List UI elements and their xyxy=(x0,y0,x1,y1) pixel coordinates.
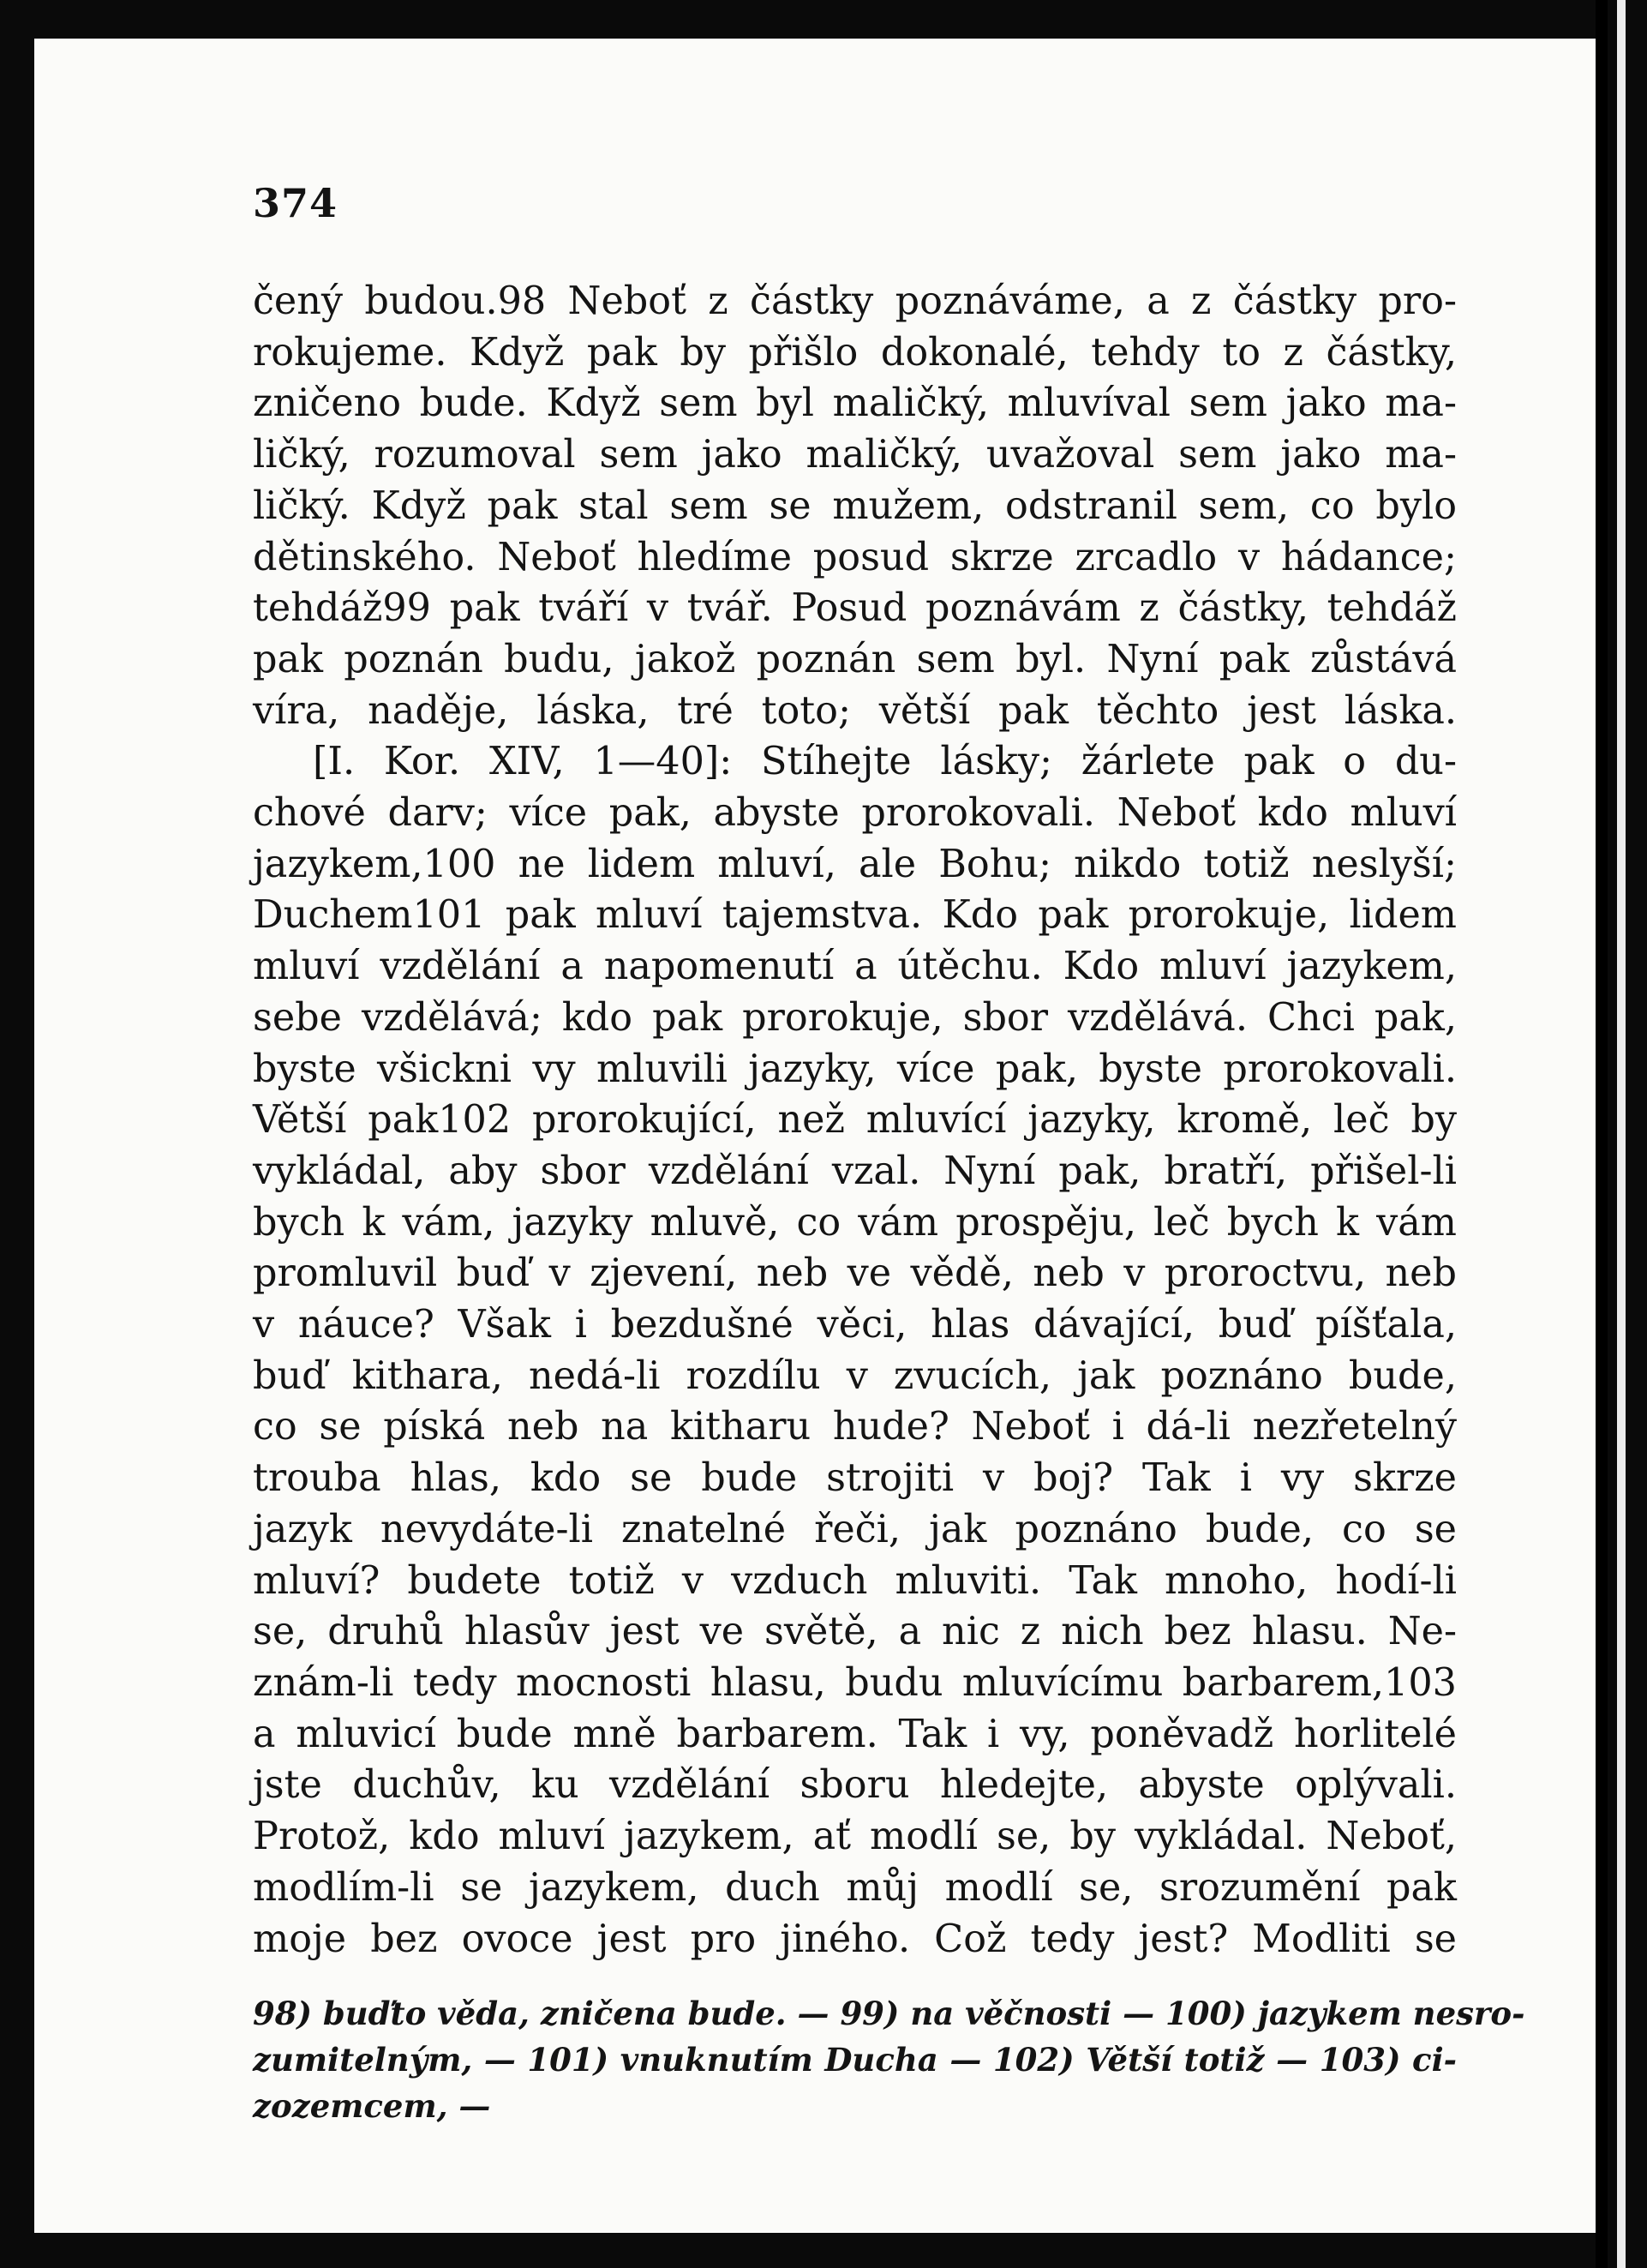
body-line: Větší pak102 prorokující, než mluvící jazyky, kromě, leč by xyxy=(253,1098,1457,1143)
binding-shadow xyxy=(1596,0,1608,2268)
body-line: modlím-li se jazykem, duch můj modlí se, srozumění pak xyxy=(253,1865,1457,1910)
body-line: mluví vzdělání a napomenutí a útěchu. Kdo mluví jazykem, xyxy=(253,945,1457,989)
body-line: bych k vám, jazyky mluvě, co vám prospěju, leč bych k vám xyxy=(253,1200,1457,1245)
body-line: se, druhů hlasův jest ve světě, a nic z nich bez hlasu. Ne- xyxy=(253,1610,1457,1654)
body-line: trouba hlas, kdo se bude strojiti v boj? Tak i vy skrze xyxy=(253,1456,1457,1501)
body-line: buď kithara, nedá-li rozdílu v zvucích, jak poznáno bude, xyxy=(253,1353,1457,1398)
body-line: byste všickni vy mluvili jazyky, více pak, byste prorokovali. xyxy=(253,1047,1457,1091)
body-line: jste duchův, ku vzdělání sboru hledejte, abyste oplývali. xyxy=(253,1763,1457,1808)
footnote-line: zozemcem, — xyxy=(253,2087,491,2125)
body-line: ličký, rozumoval sem jako maličký, uvažoval sem jako ma- xyxy=(253,433,1457,477)
page-edge xyxy=(1617,0,1626,2268)
footnote-line: zumitelným, — 101) vnuknutím Ducha — 102) Větší totiž — 103) ci- xyxy=(253,2041,1457,2079)
body-line: tehdáž99 pak tváří v tvář. Posud poznávám z částky, tehdáž xyxy=(253,586,1457,631)
footnotes xyxy=(253,1990,1525,2129)
body-line: víra, naděje, láska, tré toto; větší pak těchto jest láska. xyxy=(253,688,1457,733)
body-line: sebe vzdělává; kdo pak prorokuje, sbor vzdělává. Chci pak, xyxy=(253,995,1457,1040)
body-line: vykládal, aby sbor vzdělání vzal. Nyní pak, bratří, přišel-li xyxy=(253,1149,1457,1193)
body-line: moje bez ovoce jest pro jiného. Což tedy jest? Modliti se xyxy=(253,1917,1457,1961)
body-text xyxy=(253,276,1457,1965)
body-line: jazyk nevydáte-li znatelné řeči, jak poznáno bude, co se xyxy=(253,1507,1457,1551)
body-line: čený budou.98 Neboť z částky poznáváme, a z částky pro- xyxy=(253,279,1457,323)
body-line: a mluvicí bude mně barbarem. Tak i vy, poněvadž horlitelé xyxy=(253,1712,1457,1756)
body-line: v náuce? Však i bezdušné věci, hlas dávající, buď píšťala, xyxy=(253,1303,1457,1347)
body-line: ličký. Když pak stal sem se mužem, odstranil sem, co bylo xyxy=(253,483,1457,528)
body-line: rokujeme. Když pak by přišlo dokonalé, tehdy to z částky, xyxy=(253,330,1457,375)
body-line: Duchem101 pak mluví tajemstva. Kdo pak prorokuje, lidem xyxy=(253,893,1457,938)
footnote-line: 98) buďto věda, zničena bude. — 99) na věčnosti — 100) jazykem nesro- xyxy=(253,1995,1525,2032)
body-line: zničeno bude. Když sem byl maličký, mluvíval sem jako ma- xyxy=(253,381,1457,426)
body-line: dětinského. Neboť hledíme posud skrze zrcadlo v hádance; xyxy=(253,535,1457,579)
body-line: jazykem,100 ne lidem mluví, ale Bohu; nikdo totiž neslyší; xyxy=(253,842,1457,886)
body-line: Protož, kdo mluví jazykem, ať modlí se, by vykládal. Neboť, xyxy=(253,1815,1457,1859)
page-number: 374 xyxy=(253,180,338,226)
body-line: pak poznán budu, jakož poznán sem byl. Nyní pak zůstává xyxy=(253,637,1457,681)
body-line: znám-li tedy mocnosti hlasu, budu mluvícímu barbarem,103 xyxy=(253,1660,1457,1705)
body-line: chové darv; více pak, abyste prorokovali. Neboť kdo mluví xyxy=(253,791,1457,836)
body-line: [I. Kor. XIV, 1—40]: Stíhejte lásky; žárlete pak o du- xyxy=(313,740,1457,784)
body-line: co se píská neb na kitharu hude? Neboť i dá-li nezřetelný xyxy=(253,1405,1457,1449)
body-line: promluvil buď v zjevení, neb ve vědě, neb v proroctvu, neb xyxy=(253,1251,1457,1296)
body-line: mluví? budete totiž v vzduch mluviti. Tak mnoho, hodí-li xyxy=(253,1558,1457,1603)
